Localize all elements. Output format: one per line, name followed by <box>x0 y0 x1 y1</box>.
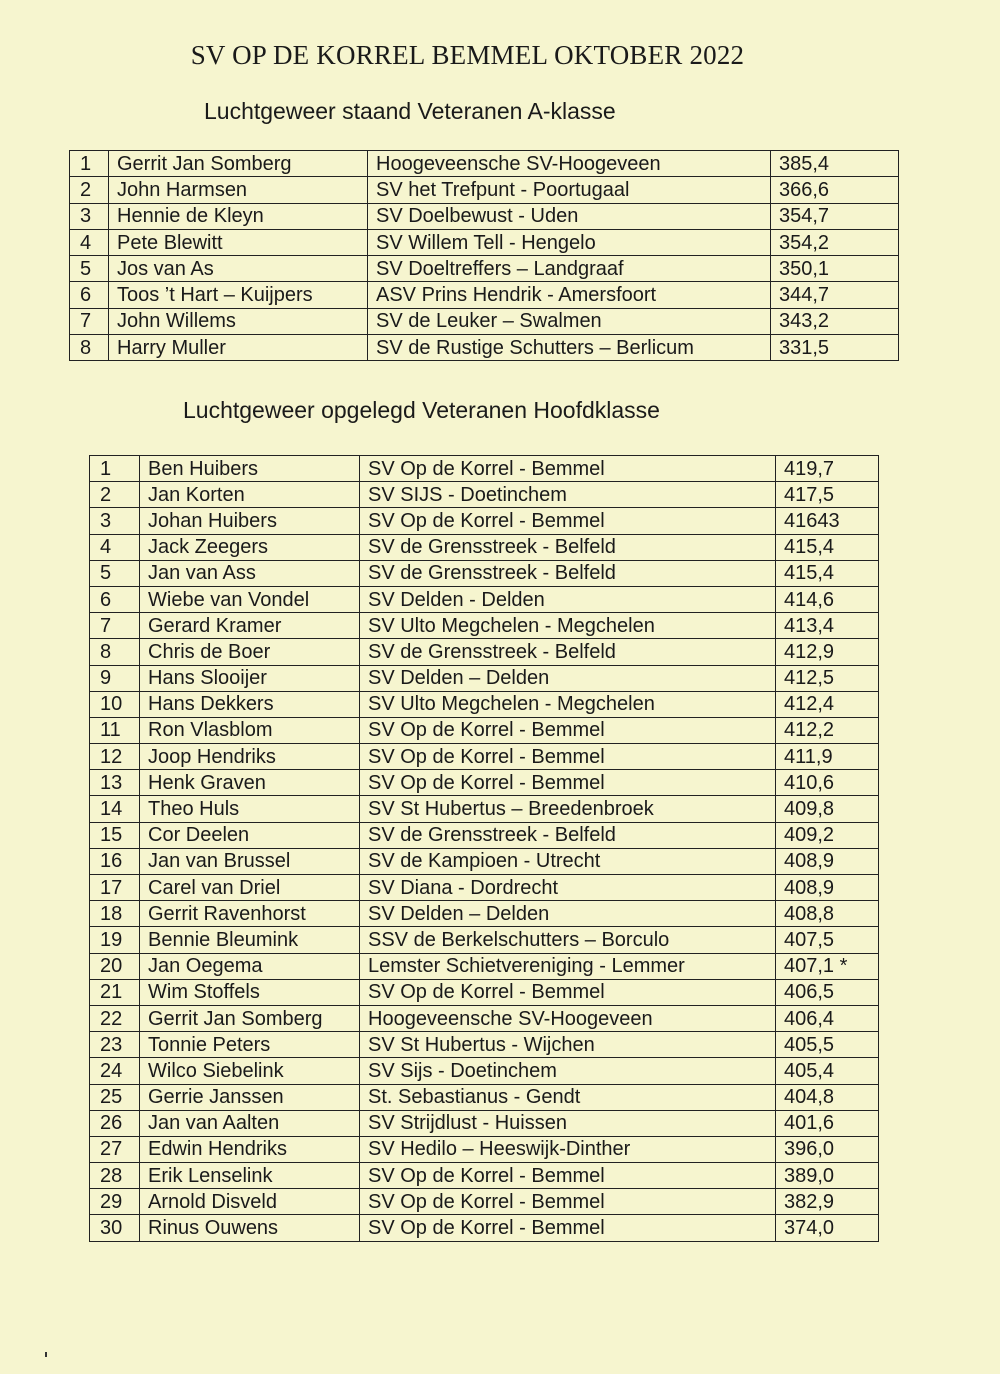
cell-name: Hans Slooijer <box>140 665 360 691</box>
cell-club: SV Op de Korrel - Bemmel <box>360 744 776 770</box>
cell-name: Harry Muller <box>109 335 368 361</box>
table-row <box>90 848 879 874</box>
cell-rank: 1 <box>90 456 140 482</box>
table-row <box>70 256 899 282</box>
cell-score: 413,4 <box>776 613 879 639</box>
cell-name: Ben Huibers <box>140 456 360 482</box>
cell-name: Chris de Boer <box>140 639 360 665</box>
cell-name: Cor Deelen <box>140 822 360 848</box>
table-row <box>90 901 879 927</box>
scan-mark <box>45 1352 47 1357</box>
cell-score: 354,2 <box>771 229 899 255</box>
cell-club: SV de Leuker – Swalmen <box>368 308 771 334</box>
cell-club: SV Delden - Delden <box>360 586 776 612</box>
cell-name: Wim Stoffels <box>140 979 360 1005</box>
cell-rank: 20 <box>90 953 140 979</box>
table-row <box>90 586 879 612</box>
cell-score: 385,4 <box>771 151 899 177</box>
cell-club: Hoogeveensche SV-Hoogeveen <box>368 151 771 177</box>
cell-club: SV Ulto Megchelen - Megchelen <box>360 691 776 717</box>
table-row <box>70 177 899 203</box>
cell-rank: 24 <box>90 1058 140 1084</box>
cell-score: 396,0 <box>776 1136 879 1162</box>
cell-rank: 15 <box>90 822 140 848</box>
cell-score: 331,5 <box>771 335 899 361</box>
table-row <box>90 822 879 848</box>
section-1-heading: Luchtgeweer staand Veteranen A-klasse <box>204 98 616 124</box>
cell-rank: 27 <box>90 1136 140 1162</box>
cell-club: SV Doeltreffers – Landgraaf <box>368 256 771 282</box>
cell-rank: 25 <box>90 1084 140 1110</box>
cell-name: Theo Huls <box>140 796 360 822</box>
cell-name: John Harmsen <box>109 177 368 203</box>
cell-rank: 2 <box>70 177 109 203</box>
cell-club: SV de Grensstreek - Belfeld <box>360 822 776 848</box>
cell-name: Hans Dekkers <box>140 691 360 717</box>
cell-rank: 4 <box>70 229 109 255</box>
cell-name: John Willems <box>109 308 368 334</box>
cell-rank: 8 <box>70 335 109 361</box>
cell-score: 343,2 <box>771 308 899 334</box>
table-row <box>90 1136 879 1162</box>
table-row <box>70 282 899 308</box>
section-2-heading: Luchtgeweer opgelegd Veteranen Hoofdklasse <box>183 397 660 423</box>
cell-score: 405,4 <box>776 1058 879 1084</box>
cell-club: SV het Trefpunt - Poortugaal <box>368 177 771 203</box>
cell-club: SV Sijs - Doetinchem <box>360 1058 776 1084</box>
cell-score: 412,4 <box>776 691 879 717</box>
table-row <box>70 335 899 361</box>
cell-club: SV St Hubertus - Wijchen <box>360 1032 776 1058</box>
cell-name: Jan van Aalten <box>140 1110 360 1136</box>
table-row <box>90 456 879 482</box>
cell-rank: 26 <box>90 1110 140 1136</box>
cell-rank: 13 <box>90 770 140 796</box>
cell-club: SV Delden – Delden <box>360 901 776 927</box>
table-row <box>90 927 879 953</box>
cell-rank: 4 <box>90 534 140 560</box>
cell-name: Pete Blewitt <box>109 229 368 255</box>
cell-name: Edwin Hendriks <box>140 1136 360 1162</box>
table-row <box>90 796 879 822</box>
cell-rank: 9 <box>90 665 140 691</box>
cell-rank: 12 <box>90 744 140 770</box>
cell-club: SV Op de Korrel - Bemmel <box>360 1215 776 1241</box>
cell-club: SSV de Berkelschutters – Borculo <box>360 927 776 953</box>
cell-score: 404,8 <box>776 1084 879 1110</box>
cell-score: 350,1 <box>771 256 899 282</box>
cell-rank: 16 <box>90 848 140 874</box>
cell-rank: 5 <box>90 560 140 586</box>
cell-club: SV Strijdlust - Huissen <box>360 1110 776 1136</box>
table-row <box>70 308 899 334</box>
cell-name: Arnold Disveld <box>140 1189 360 1215</box>
cell-score: 408,8 <box>776 901 879 927</box>
cell-club: SV Op de Korrel - Bemmel <box>360 456 776 482</box>
cell-rank: 3 <box>70 203 109 229</box>
cell-name: Bennie Bleumink <box>140 927 360 953</box>
cell-score: 408,9 <box>776 848 879 874</box>
cell-name: Johan Huibers <box>140 508 360 534</box>
cell-club: SV de Grensstreek - Belfeld <box>360 639 776 665</box>
cell-score: 419,7 <box>776 456 879 482</box>
cell-club: St. Sebastianus - Gendt <box>360 1084 776 1110</box>
cell-score: 382,9 <box>776 1189 879 1215</box>
cell-name: Carel van Driel <box>140 875 360 901</box>
cell-rank: 5 <box>70 256 109 282</box>
cell-club: Lemster Schietvereniging - Lemmer <box>360 953 776 979</box>
cell-club: SV Op de Korrel - Bemmel <box>360 979 776 1005</box>
table-row <box>90 665 879 691</box>
results-table-hoofdklasse <box>89 455 879 1242</box>
cell-name: Tonnie Peters <box>140 1032 360 1058</box>
table-row <box>70 203 899 229</box>
cell-rank: 7 <box>70 308 109 334</box>
table-row <box>90 770 879 796</box>
page-title: SV OP DE KORREL BEMMEL OKTOBER 2022 <box>190 40 745 70</box>
cell-name: Wilco Siebelink <box>140 1058 360 1084</box>
table-row <box>90 717 879 743</box>
cell-rank: 10 <box>90 691 140 717</box>
cell-name: Gerrie Janssen <box>140 1084 360 1110</box>
cell-club: SV de Kampioen - Utrecht <box>360 848 776 874</box>
cell-name: Jan van Brussel <box>140 848 360 874</box>
cell-score: 407,1 * <box>776 953 879 979</box>
table-row <box>90 875 879 901</box>
cell-rank: 8 <box>90 639 140 665</box>
cell-rank: 6 <box>90 586 140 612</box>
cell-club: SV Op de Korrel - Bemmel <box>360 717 776 743</box>
cell-score: 406,5 <box>776 979 879 1005</box>
table-row <box>90 953 879 979</box>
cell-score: 412,2 <box>776 717 879 743</box>
table-row <box>90 691 879 717</box>
cell-rank: 7 <box>90 613 140 639</box>
cell-club: SV de Grensstreek - Belfeld <box>360 534 776 560</box>
table-row <box>90 613 879 639</box>
cell-name: Rinus Ouwens <box>140 1215 360 1241</box>
table-row <box>90 1058 879 1084</box>
cell-score: 409,2 <box>776 822 879 848</box>
cell-score: 411,9 <box>776 744 879 770</box>
cell-name: Hennie de Kleyn <box>109 203 368 229</box>
cell-rank: 18 <box>90 901 140 927</box>
cell-rank: 6 <box>70 282 109 308</box>
table-row <box>90 534 879 560</box>
table-row <box>90 744 879 770</box>
table-row <box>90 1189 879 1215</box>
table-row <box>70 229 899 255</box>
table-row <box>90 639 879 665</box>
cell-score: 417,5 <box>776 482 879 508</box>
cell-name: Gerrit Ravenhorst <box>140 901 360 927</box>
cell-rank: 14 <box>90 796 140 822</box>
cell-club: SV Ulto Megchelen - Megchelen <box>360 613 776 639</box>
cell-name: Ron Vlasblom <box>140 717 360 743</box>
cell-score: 389,0 <box>776 1163 879 1189</box>
cell-name: Wiebe van Vondel <box>140 586 360 612</box>
cell-score: 374,0 <box>776 1215 879 1241</box>
cell-name: Gerrit Jan Somberg <box>140 1005 360 1031</box>
cell-score: 414,6 <box>776 586 879 612</box>
cell-club: SV Doelbewust - Uden <box>368 203 771 229</box>
cell-score: 406,4 <box>776 1005 879 1031</box>
cell-name: Jack Zeegers <box>140 534 360 560</box>
cell-score: 409,8 <box>776 796 879 822</box>
cell-name: Gerrit Jan Somberg <box>109 151 368 177</box>
cell-club: ASV Prins Hendrik - Amersfoort <box>368 282 771 308</box>
table-row <box>90 1005 879 1031</box>
cell-rank: 19 <box>90 927 140 953</box>
cell-club: SV Willem Tell - Hengelo <box>368 229 771 255</box>
cell-score: 354,7 <box>771 203 899 229</box>
cell-score: 41643 <box>776 508 879 534</box>
cell-name: Toos ’t Hart – Kuijpers <box>109 282 368 308</box>
cell-rank: 21 <box>90 979 140 1005</box>
table-row <box>90 1032 879 1058</box>
cell-name: Jan Korten <box>140 482 360 508</box>
cell-name: Jos van As <box>109 256 368 282</box>
table-row <box>90 482 879 508</box>
cell-name: Erik Lenselink <box>140 1163 360 1189</box>
cell-rank: 11 <box>90 717 140 743</box>
cell-club: SV Op de Korrel - Bemmel <box>360 1189 776 1215</box>
cell-score: 412,5 <box>776 665 879 691</box>
cell-score: 407,5 <box>776 927 879 953</box>
cell-name: Henk Graven <box>140 770 360 796</box>
cell-club: SV de Rustige Schutters – Berlicum <box>368 335 771 361</box>
cell-club: SV Hedilo – Heeswijk-Dinther <box>360 1136 776 1162</box>
cell-club: SV Diana - Dordrecht <box>360 875 776 901</box>
cell-club: SV de Grensstreek - Belfeld <box>360 560 776 586</box>
cell-score: 405,5 <box>776 1032 879 1058</box>
cell-score: 401,6 <box>776 1110 879 1136</box>
results-table-a-klasse <box>69 150 899 361</box>
cell-rank: 22 <box>90 1005 140 1031</box>
table-row <box>90 1084 879 1110</box>
cell-score: 366,6 <box>771 177 899 203</box>
table-row <box>90 560 879 586</box>
cell-club: SV SIJS - Doetinchem <box>360 482 776 508</box>
cell-club: SV St Hubertus – Breedenbroek <box>360 796 776 822</box>
cell-rank: 3 <box>90 508 140 534</box>
cell-club: SV Op de Korrel - Bemmel <box>360 1163 776 1189</box>
table-row <box>70 151 899 177</box>
cell-club: SV Op de Korrel - Bemmel <box>360 508 776 534</box>
cell-club: SV Delden – Delden <box>360 665 776 691</box>
cell-score: 412,9 <box>776 639 879 665</box>
cell-score: 344,7 <box>771 282 899 308</box>
cell-rank: 30 <box>90 1215 140 1241</box>
cell-name: Gerard Kramer <box>140 613 360 639</box>
cell-name: Jan van Ass <box>140 560 360 586</box>
cell-name: Joop Hendriks <box>140 744 360 770</box>
cell-score: 415,4 <box>776 534 879 560</box>
table-row <box>90 1110 879 1136</box>
cell-score: 408,9 <box>776 875 879 901</box>
cell-rank: 23 <box>90 1032 140 1058</box>
table-row <box>90 1215 879 1241</box>
cell-score: 415,4 <box>776 560 879 586</box>
table-row <box>90 979 879 1005</box>
cell-rank: 2 <box>90 482 140 508</box>
cell-rank: 1 <box>70 151 109 177</box>
cell-rank: 29 <box>90 1189 140 1215</box>
cell-score: 410,6 <box>776 770 879 796</box>
cell-name: Jan Oegema <box>140 953 360 979</box>
cell-club: SV Op de Korrel - Bemmel <box>360 770 776 796</box>
table-row <box>90 508 879 534</box>
cell-rank: 17 <box>90 875 140 901</box>
table-row <box>90 1163 879 1189</box>
cell-rank: 28 <box>90 1163 140 1189</box>
cell-club: Hoogeveensche SV-Hoogeveen <box>360 1005 776 1031</box>
